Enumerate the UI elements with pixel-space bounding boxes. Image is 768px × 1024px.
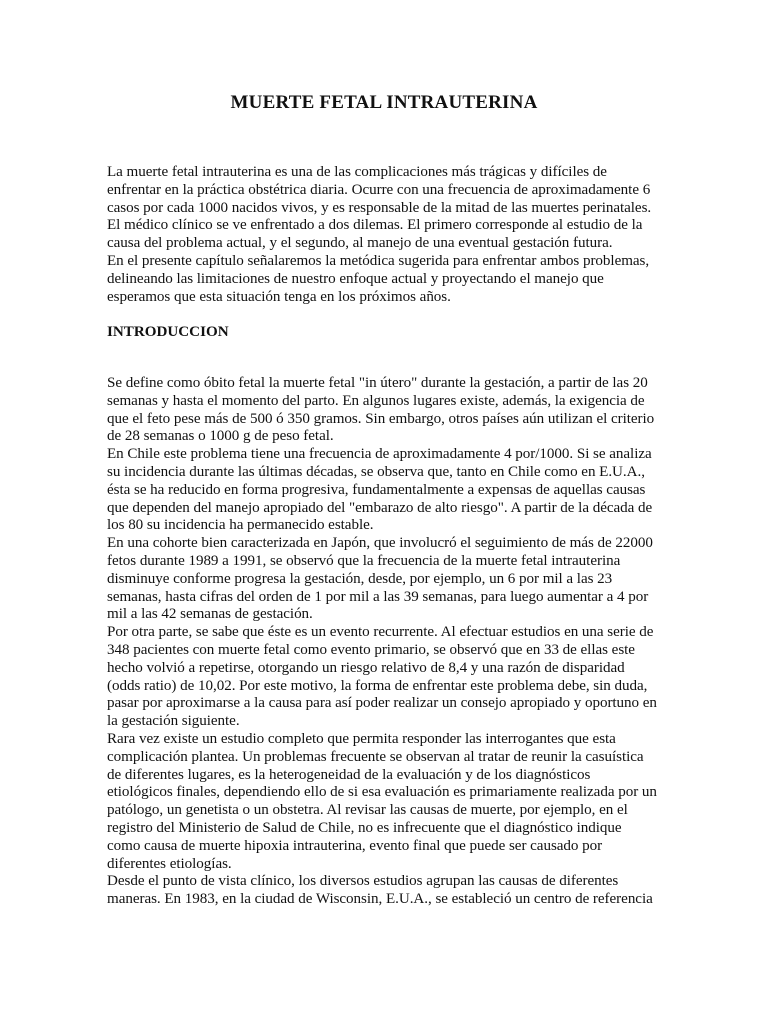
- text-line: su incidencia durante las últimas décadas, se observa que, tanto en Chile como en E.U.A.,: [107, 463, 645, 480]
- text-line: de diferentes lugares, es la heterogeneidad de la evaluación y de los diagnósticos: [107, 766, 591, 783]
- text-line: En una cohorte bien caracterizada en Japón, que involucró el seguimiento de más de 22000: [107, 535, 653, 552]
- text-line: fetos durante 1989 a 1991, se observó que la frecuencia de la muerte fetal intrauterina: [107, 552, 621, 569]
- text-line: El médico clínico se ve enfrentado a dos dilemas. El primero corresponde al estudio de la: [107, 217, 643, 234]
- text-line: ésta se ha reducido en forma progresiva, fundamentalmente a expensas de aquellas causas: [107, 481, 646, 498]
- text-line: etiológicos finales, dependiendo ello de si esa evaluación es primariamente realizada por un: [107, 784, 657, 801]
- text-line: Rara vez existe un estudio completo que permita responder las interrogantes que esta: [107, 730, 616, 747]
- text-line: registro del Ministerio de Salud de Chile, no es infrecuente que el diagnóstico indique: [107, 819, 622, 836]
- text-line: La muerte fetal intrauterina es una de las complicaciones más trágicas y difíciles de: [107, 164, 607, 180]
- text-line: complicación plantea. Un problemas frecuente se observan al tratar de reunir la casuística: [107, 748, 644, 765]
- text-line: semanas y hasta el momento del parto. En algunos lugares existe, además, la exigencia de: [107, 392, 645, 409]
- text-line: enfrentar en la práctica obstétrica diaria. Ocurre con una frecuencia de aproximadamente 6: [107, 181, 651, 198]
- text-line: (odds ratio) de 10,02. Por este motivo, la forma de enfrentar este problema debe, sin duda,: [107, 677, 648, 694]
- text-line: mil a las 42 semanas de gestación.: [107, 606, 313, 623]
- text-line: casos por cada 1000 nacidos vivos, y es responsable de la mitad de las muertes perinatales.: [107, 199, 652, 216]
- text-line: maneras. En 1983, en la ciudad de Wisconsin, E.U.A., se estableció un centro de referencia: [107, 891, 653, 908]
- text-line: Por otra parte, se sabe que éste es un evento recurrente. Al efectuar estudios en una serie de: [107, 624, 654, 641]
- text-line: 348 pacientes con muerte fetal como evento primario, se observó que en 33 de ellas este: [107, 641, 635, 658]
- text-line: los 80 su incidencia ha permanecido estable.: [107, 517, 374, 534]
- text-line: la gestación siguiente.: [107, 713, 240, 730]
- text-line: semanas, hasta cifras del orden de 1 por mil a las 39 semanas, para luego aumentar a 4 por: [107, 588, 649, 605]
- text-line: diferentes etiologías.: [107, 855, 232, 872]
- text-line: Desde el punto de vista clínico, los diversos estudios agrupan las causas de diferentes: [107, 873, 619, 890]
- text-line: patólogo, un genetista o un obstetra. Al revisar las causas de muerte, por ejemplo, en el: [107, 802, 628, 819]
- text-line: Se define como óbito fetal la muerte fetal "in útero" durante la gestación, a partir de las 20: [107, 375, 648, 391]
- text-line: que el feto pese más de 500 ó 350 gramos. Sin embargo, otros países aún utilizan el criterio: [107, 410, 655, 427]
- text-line: esperamos que esta situación tenga en los próximos años.: [107, 288, 451, 305]
- introduction-body: [107, 375, 667, 909]
- text-line: hecho volvió a repetirse, otorgando un riesgo relativo de 8,4 y una razón de disparidad: [107, 659, 625, 676]
- text-line: En Chile este problema tiene una frecuencia de aproximadamente 4 por/1000. Si se analiza: [107, 446, 652, 463]
- text-line: de 28 semanas o 1000 g de peso fetal.: [107, 428, 334, 445]
- text-line: En el presente capítulo señalaremos la metódica sugerida para enfrentar ambos problemas,: [107, 252, 650, 269]
- text-line: como causa de muerte hipoxia intrauterina, evento final que puede ser causado por: [107, 837, 603, 854]
- text-line: pasar por aproximarse a la causa para así poder realizar un consejo apropiado y oportuno en: [107, 695, 657, 712]
- text-line: que dependen del manejo apropiado del "embarazo de alto riesgo". A partir de la década de: [107, 499, 653, 516]
- text-line: causa del problema actual, y el segundo, al manejo de una eventual gestación futura.: [107, 235, 613, 252]
- text-line: delineando las limitaciones de nuestro enfoque actual y proyectando el manejo que: [107, 270, 604, 287]
- text-line: disminuye conforme progresa la gestación, desde, por ejemplo, un 6 por mil a las 23: [107, 570, 613, 587]
- intro-paragraph: [107, 164, 667, 306]
- section-heading: INTRODUCCION: [107, 324, 229, 340]
- document-title: MUERTE FETAL INTRAUTERINA: [230, 92, 538, 113]
